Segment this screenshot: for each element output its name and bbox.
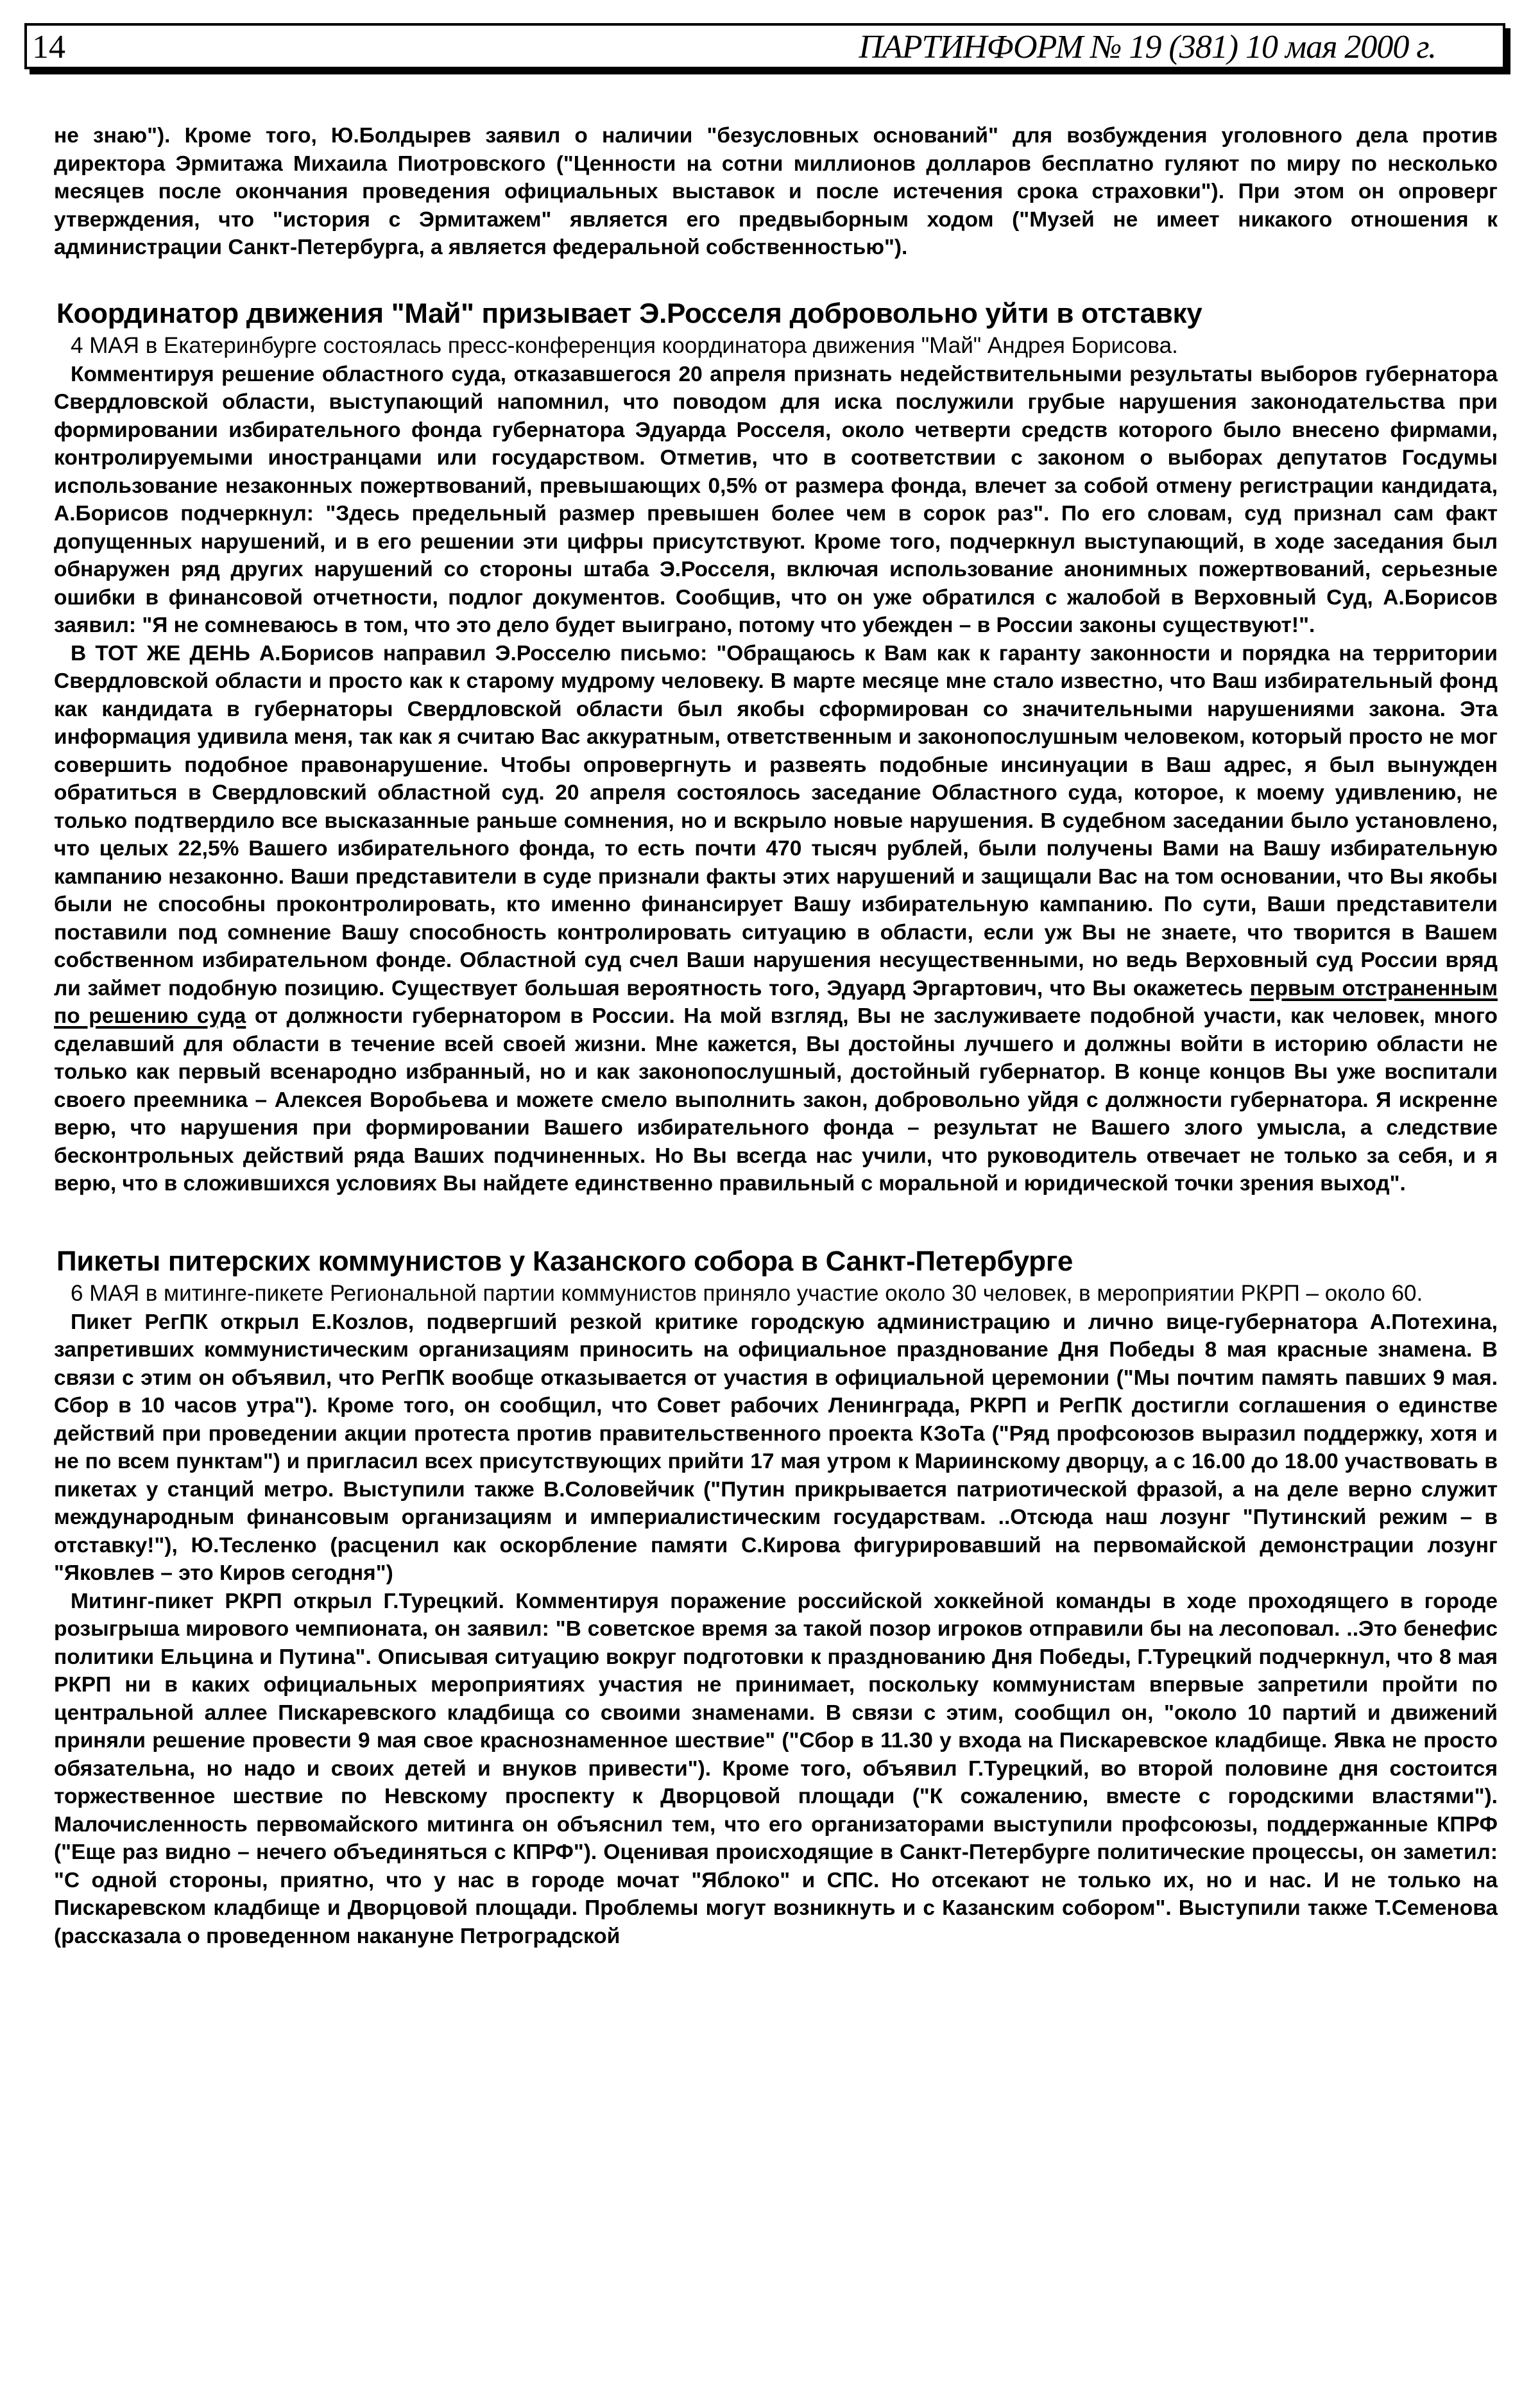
spacer bbox=[54, 262, 1498, 296]
page-number: 14 bbox=[32, 29, 65, 65]
spacer bbox=[54, 1198, 1498, 1244]
article-title: Координатор движения "Май" призывает Э.Росселя добровольно уйти в отставку bbox=[56, 297, 1202, 329]
publication-title: ПАРТИНФОРМ № 19 (381) 10 мая 2000 г. bbox=[859, 29, 1436, 65]
letter-paragraph bbox=[54, 640, 1498, 1198]
letter-text-before: В ТОТ ЖЕ ДЕНЬ А.Борисов направил Э.Росселю письмо: "Обращаюсь к Вам как к гаранту законности и порядка на территории Свердловской области и просто как к старому мудрому человеку. В марте месяце мне стало известно, что Ваш избирательный фонд как кандидата в губернаторы Свердловской области был якобы сформирован со значительными нарушениями закона. Эта информация удивила меня, так как я считаю Вас аккуратным, ответственным и законопослушным человеком, который просто не мог совершить подобное правонарушение. Чтобы опровергнуть и развеять подобные инсинуации в Ваш адрес, я был вынужден обратиться в Свердловский областной суд. 20 апреля состоялось заседание Областного суда, которое, к моему удивлению, не только подтвердило все высказанные раньше сомнения, но и вскрыло новые нарушения. В судебном заседании было установлено, что целых 22,5% Вашего избирательного фонда, то есть почти 470 тысяч рублей, были получены Вами на Вашу избирательную кампанию незаконно. Ваши представители в суде признали факты этих нарушений и защищали Вас на том основании, что Вы якобы были не способны проконтролировать, кто именно финансирует Вашу избирательную кампанию. По сути, Ваши представители поставили под сомнение Вашу способность контролировать ситуацию в области, если уж Вы не знаете, что творится в Вашем собственном избирательном фонде. Областной суд счел Ваши нарушения несущественными, но ведь Верховный суд России вряд ли займет подобную позицию. Существует большая вероятность того, Эдуард Эргартович, что Вы окажетесь bbox=[54, 641, 1498, 1000]
letter-text-after: от должности губернатором в России. На мой взгляд, Вы не заслуживаете подобной участи, как человек, много сделавший для области в течение всей своей жизни. Мне кажется, Вы достойны лучшего и должны войти в историю области не только как первый всенародно избранный, но и как законопослушный, достойный губернатор. В конце концов Вы уже воспитали своего преемника – Алексея Воробьева и можете смело выполнить закон, добровольно уйдя с должности губернатора. Я искренне верю, что нарушения при формировании Вашего избирательного фонда – результат не Вашего злого умысла, а следствие бесконтрольных действий ряда Ваших подчиненных. Но Вы всегда нас учили, что руководитель отвечает не только за себя, и я верю, что в сложившихся условиях Вы найдете единственно правильный с моральной и юридической точки зрения выход". bbox=[54, 1004, 1498, 1195]
page-content bbox=[54, 122, 1498, 1950]
article-rossel bbox=[54, 296, 1498, 1198]
underlined-phrase: первым отстраненным по решению суда bbox=[54, 976, 1498, 1028]
article-title: Пикеты питерских коммунистов у Казанского собора в Санкт-Петербурге bbox=[56, 1245, 1074, 1277]
article-lead: 6 МАЯ в митинге-пикете Региональной партии коммунистов приняло участие около 30 человек, в мероприятии РКРП – около 60. bbox=[71, 1280, 1423, 1306]
article-pickets bbox=[54, 1244, 1498, 1951]
article-paragraph: Пикет РегПК открыл Е.Козлов, подвергший резкой критике городскую администрацию и лично вице-губернатора А.Потехина, запретивших коммунистическим организациям приносить на официальное празднование Дня Победы 8 мая красные знамена. В связи с этим он объявил, что РегПК вообще отказывается от участия в официальной церемонии ("Мы почтим память павших 9 мая. Сбор в 10 часов утра"). Кроме того, он сообщил, что Совет рабочих Ленинграда, РКРП и РегПК достигли соглашения о единстве действий при проведении акции протеста против правительственного проекта КЗоТа ("Ряд профсоюзов выразил поддержку, хотя и не по всем пунктам") и пригласил всех присутствующих прийти 17 мая утром к Мариинскому дворцу, а с 16.00 до 18.00 участвовать в пикетах у станций метро. Выступили также В.Соловейчик ("Путин прикрывается патриотической фразой, а на деле верно служит международным финансовым организациям и империалистическим государствам. ..Отсюда наш лозунг "Путинский режим – в отставку!"), Ю.Тесленко (расценил как оскорбление памяти С.Кирова фигурировавший на первомайской демонстрации лозунг "Яковлев – это Киров сегодня") bbox=[54, 1310, 1498, 1585]
article-paragraph: Митинг-пикет РКРП открыл Г.Турецкий. Комментируя поражение российской хоккейной команды в ходе проходящего в городе розыгрыша мирового чемпионата, он заявил: "В советское время за такой позор игроков отправили бы на лесоповал. ..Это бенефис политики Ельцина и Путина". Описывая ситуацию вокруг подготовки к празднованию Дня Победы, Г.Турецкий подчеркнул, что 8 мая РКРП ни в каких официальных мероприятиях участия не принимает, поскольку коммунистам впервые запретили пройти по центральной аллее Пискаревского кладбища со своими знаменами. В связи с этим, сообщил он, "около 10 партий и движений приняли решение провести 9 мая свое краснознаменное шествие" ("Сбор в 11.30 у входа на Пискаревское кладбище. Явка не просто обязательна, но надо и своих детей и внуков привести"). Кроме того, объявил Г.Турецкий, во второй половине дня состоится торжественное шествие по Невскому проспекту к Дворцовой площади ("К сожалению, вместе с городскими властями"). Малочисленность первомайского митинга он объяснил тем, что его организаторами выступили профсоюзы, поддержанные КПРФ ("Еще раз видно – нечего объединяться с КПРФ"). Оценивая происходящие в Санкт-Петербурге политические процессы, он заметил: "С одной стороны, приятно, что у нас в городе мочат "Яблоко" и СПС. Но отсекают не только их, но и нас. И не только на Пискаревском кладбище и Дворцовой площади. Проблемы могут возникнуть и с Казанским собором". Выступили также Т.Семенова (рассказала о проведенном накануне Петроградской bbox=[54, 1589, 1498, 1948]
intro-paragraph: не знаю"). Кроме того, Ю.Болдырев заявил о наличии "безусловных оснований" для возбуждения уголовного дела против директора Эрмитажа Михаила Пиотровского ("Ценности на сотни миллионов долларов бесплатно гуляют по миру по несколько месяцев после окончания проведения официальных выставок и после истечения срока страховки"). При этом он опроверг утверждения, что "история с Эрмитажем" является его предвыборным ходом ("Музей не имеет никакого отношения к администрации Санкт-Петербурга, а является федеральной собственностью"). bbox=[54, 124, 1498, 259]
article-paragraph: Комментируя решение областного суда, отказавшегося 20 апреля признать недействительными результаты выборов губернатора Свердловской области, выступающий напомнил, что поводом для иска послужили грубые нарушения законодательства при формировании избирательного фонда губернатора Эдуарда Росселя, около четверти средств которого было внесено фирмами, контролируемыми иностранцами или государством. Отметив, что в соответствии с законом о выборах депутатов Госдумы использование незаконных пожертвований, превышающих 0,5% от размера фонда, влечет за собой отмену регистрации кандидата, А.Борисов подчеркнул: "Здесь предельный размер превышен более чем в сорок раз". По его словам, суд признал сам факт допущенных нарушений, и в его решении эти цифры присутствуют. Кроме того, подчеркнул выступающий, в ходе заседания был обнаружен ряд других нарушений со стороны штаба Э.Росселя, включая использование анонимных пожертвований, серьезные ошибки в финансовой отчетности, подлог документов. Сообщив, что он уже обратился с жалобой в Верховный Суд, А.Борисов заявил: "Я не сомневаюсь в том, что это дело будет выиграно, потому что убежден – в России законы существуют!". bbox=[54, 362, 1498, 637]
article-lead: 4 МАЯ в Екатеринбурге состоялась пресс-конференция координатора движения "Май" Андрея Борисова. bbox=[71, 332, 1178, 358]
page-header bbox=[24, 23, 1505, 69]
